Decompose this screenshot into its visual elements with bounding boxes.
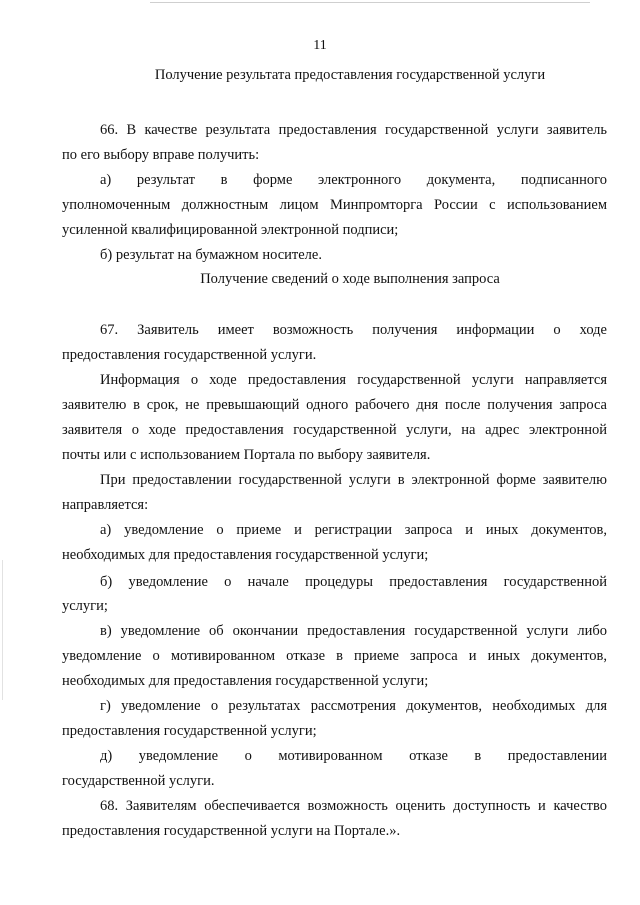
top-border-line — [150, 2, 590, 3]
notice-c-line-2: уведомление о мотивированном отказе в приеме запроса и иных документов, — [62, 648, 607, 664]
info-paragraph-line-1: Информация о ходе предоставления государственной услуги направляется — [100, 372, 607, 388]
notice-a-line-2: необходимых для предоставления государственной услуги; — [62, 547, 429, 563]
electronic-paragraph-line-2: направляется: — [62, 497, 149, 513]
page-number: 11 — [313, 38, 327, 53]
notice-g-line-1: г) уведомление о результатах рассмотрения документов, необходимых для — [100, 698, 607, 714]
section-heading-result: Получение результата предоставления государственной услуги — [154, 67, 546, 83]
info-paragraph-line-4: почты или с использованием Портала по выбору заявителя. — [62, 447, 431, 463]
paragraph-68-line-2: предоставления государственной услуги на Портале.». — [62, 823, 401, 839]
notice-g-line-2: предоставления государственной услуги; — [62, 723, 317, 739]
electronic-paragraph-line-1: При предоставлении государственной услуги в электронной форме заявителю — [100, 472, 607, 488]
section-heading-status: Получение сведений о ходе выполнения запроса — [200, 271, 500, 287]
scan-edge-mark — [2, 560, 3, 700]
paragraph-66-line-2: по его выбору вправе получить: — [62, 147, 260, 163]
item-a-line-3: усиленной квалифицированной электронной подписи; — [62, 222, 399, 238]
notice-c-line-1: в) уведомление об окончании предоставления государственной услуги либо — [100, 623, 607, 639]
paragraph-67-line-2: предоставления государственной услуги. — [62, 347, 317, 363]
item-a-line-1: а) результат в форме электронного документа, подписанного — [100, 172, 607, 188]
notice-d-line-2: государственной услуги. — [62, 773, 215, 789]
info-paragraph-line-2: заявителю в срок, не превышающий одного рабочего дня после получения запроса — [62, 397, 607, 413]
notice-a-line-1: а) уведомление о приеме и регистрации запроса и иных документов, — [100, 522, 607, 538]
info-paragraph-line-3: заявителя о ходе предоставления государственной услуги, на адрес электронной — [62, 422, 607, 438]
notice-b-line-2: услуги; — [62, 598, 108, 614]
notice-b-line-1: б) уведомление о начале процедуры предоставления государственной — [100, 574, 607, 590]
item-a-line-2: уполномоченным должностным лицом Минпромторга России с использованием — [62, 197, 607, 213]
paragraph-67-line-1: 67. Заявитель имеет возможность получения информации о ходе — [100, 322, 607, 338]
notice-d-line-1: д) уведомление о мотивированном отказе в предоставлении — [100, 748, 607, 764]
item-b-line-1: б) результат на бумажном носителе. — [100, 247, 322, 263]
paragraph-68-line-1: 68. Заявителям обеспечивается возможность оценить доступность и качество — [100, 798, 607, 814]
paragraph-66-line-1: 66. В качестве результата предоставления государственной услуги заявитель — [100, 122, 607, 138]
notice-c-line-3: необходимых для предоставления государственной услуги; — [62, 673, 429, 689]
